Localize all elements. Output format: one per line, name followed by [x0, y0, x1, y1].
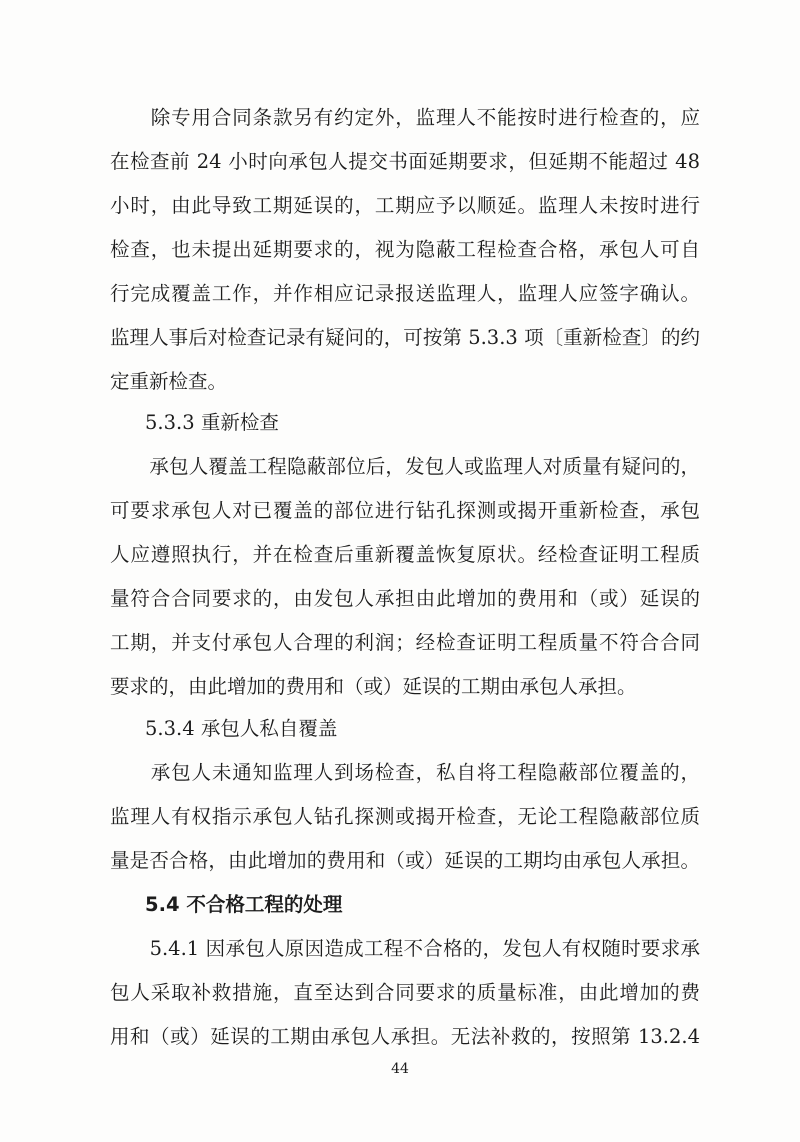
paragraph-line: 量是否合格，由此增加的费用和（或）延误的工期均由承包人承担。 — [110, 849, 700, 872]
paragraph-line: 承包人未通知监理人到场检查，私自将工程隐蔽部位覆盖的， — [110, 761, 700, 784]
paragraph-line: 检查，也未提出延期要求的，视为隐蔽工程检查合格，承包人可自 — [110, 238, 700, 261]
paragraph-line: 在检查前 24 小时向承包人提交书面延期要求，但延期不能超过 48 — [110, 150, 700, 173]
paragraph-line: 定重新检查。 — [110, 370, 228, 393]
paragraph-line: 小时，由此导致工期延误的，工期应予以顺延。监理人未按时进行 — [110, 194, 700, 217]
paragraph-line: 承包人覆盖工程隐蔽部位后，发包人或监理人对质量有疑问的， — [110, 455, 700, 478]
paragraph-line: 可要求承包人对已覆盖的部位进行钻孔探测或揭开重新检查，承包 — [110, 499, 700, 522]
section-heading-5-4: 5.4 不合格工程的处理 — [145, 893, 343, 916]
paragraph-line: 5.4.1 因承包人原因造成工程不合格的，发包人有权随时要求承 — [110, 937, 700, 960]
paragraph-line: 包人采取补救措施，直至达到合同要求的质量标准，由此增加的费 — [110, 981, 700, 1004]
paragraph-line: 用和（或）延误的工期由承包人承担。无法补救的，按照第 13.2.4 — [110, 1025, 700, 1048]
paragraph-line: 监理人有权指示承包人钻孔探测或揭开检查，无论工程隐蔽部位质 — [110, 805, 700, 828]
paragraph-line: 除专用合同条款另有约定外，监理人不能按时进行检查的，应 — [110, 106, 700, 129]
section-heading-5-3-3: 5.3.3 重新检查 — [145, 411, 279, 434]
paragraph-line: 工期，并支付承包人合理的利润；经检查证明工程质量不符合合同 — [110, 631, 700, 654]
paragraph-line: 监理人事后对检查记录有疑问的，可按第 5.3.3 项〔重新检查〕的约 — [110, 326, 700, 349]
paragraph-line: 人应遵照执行，并在检查后重新覆盖恢复原状。经检查证明工程质 — [110, 543, 700, 566]
paragraph-line: 量符合合同要求的，由发包人承担由此增加的费用和（或）延误的 — [110, 587, 700, 610]
section-heading-5-3-4: 5.3.4 承包人私自覆盖 — [145, 717, 338, 740]
paragraph-line: 要求的，由此增加的费用和（或）延误的工期由承包人承担。 — [110, 675, 637, 698]
page-number: 44 — [391, 1061, 409, 1077]
paragraph-line: 行完成覆盖工作，并作相应记录报送监理人，监理人应签字确认。 — [110, 282, 700, 305]
